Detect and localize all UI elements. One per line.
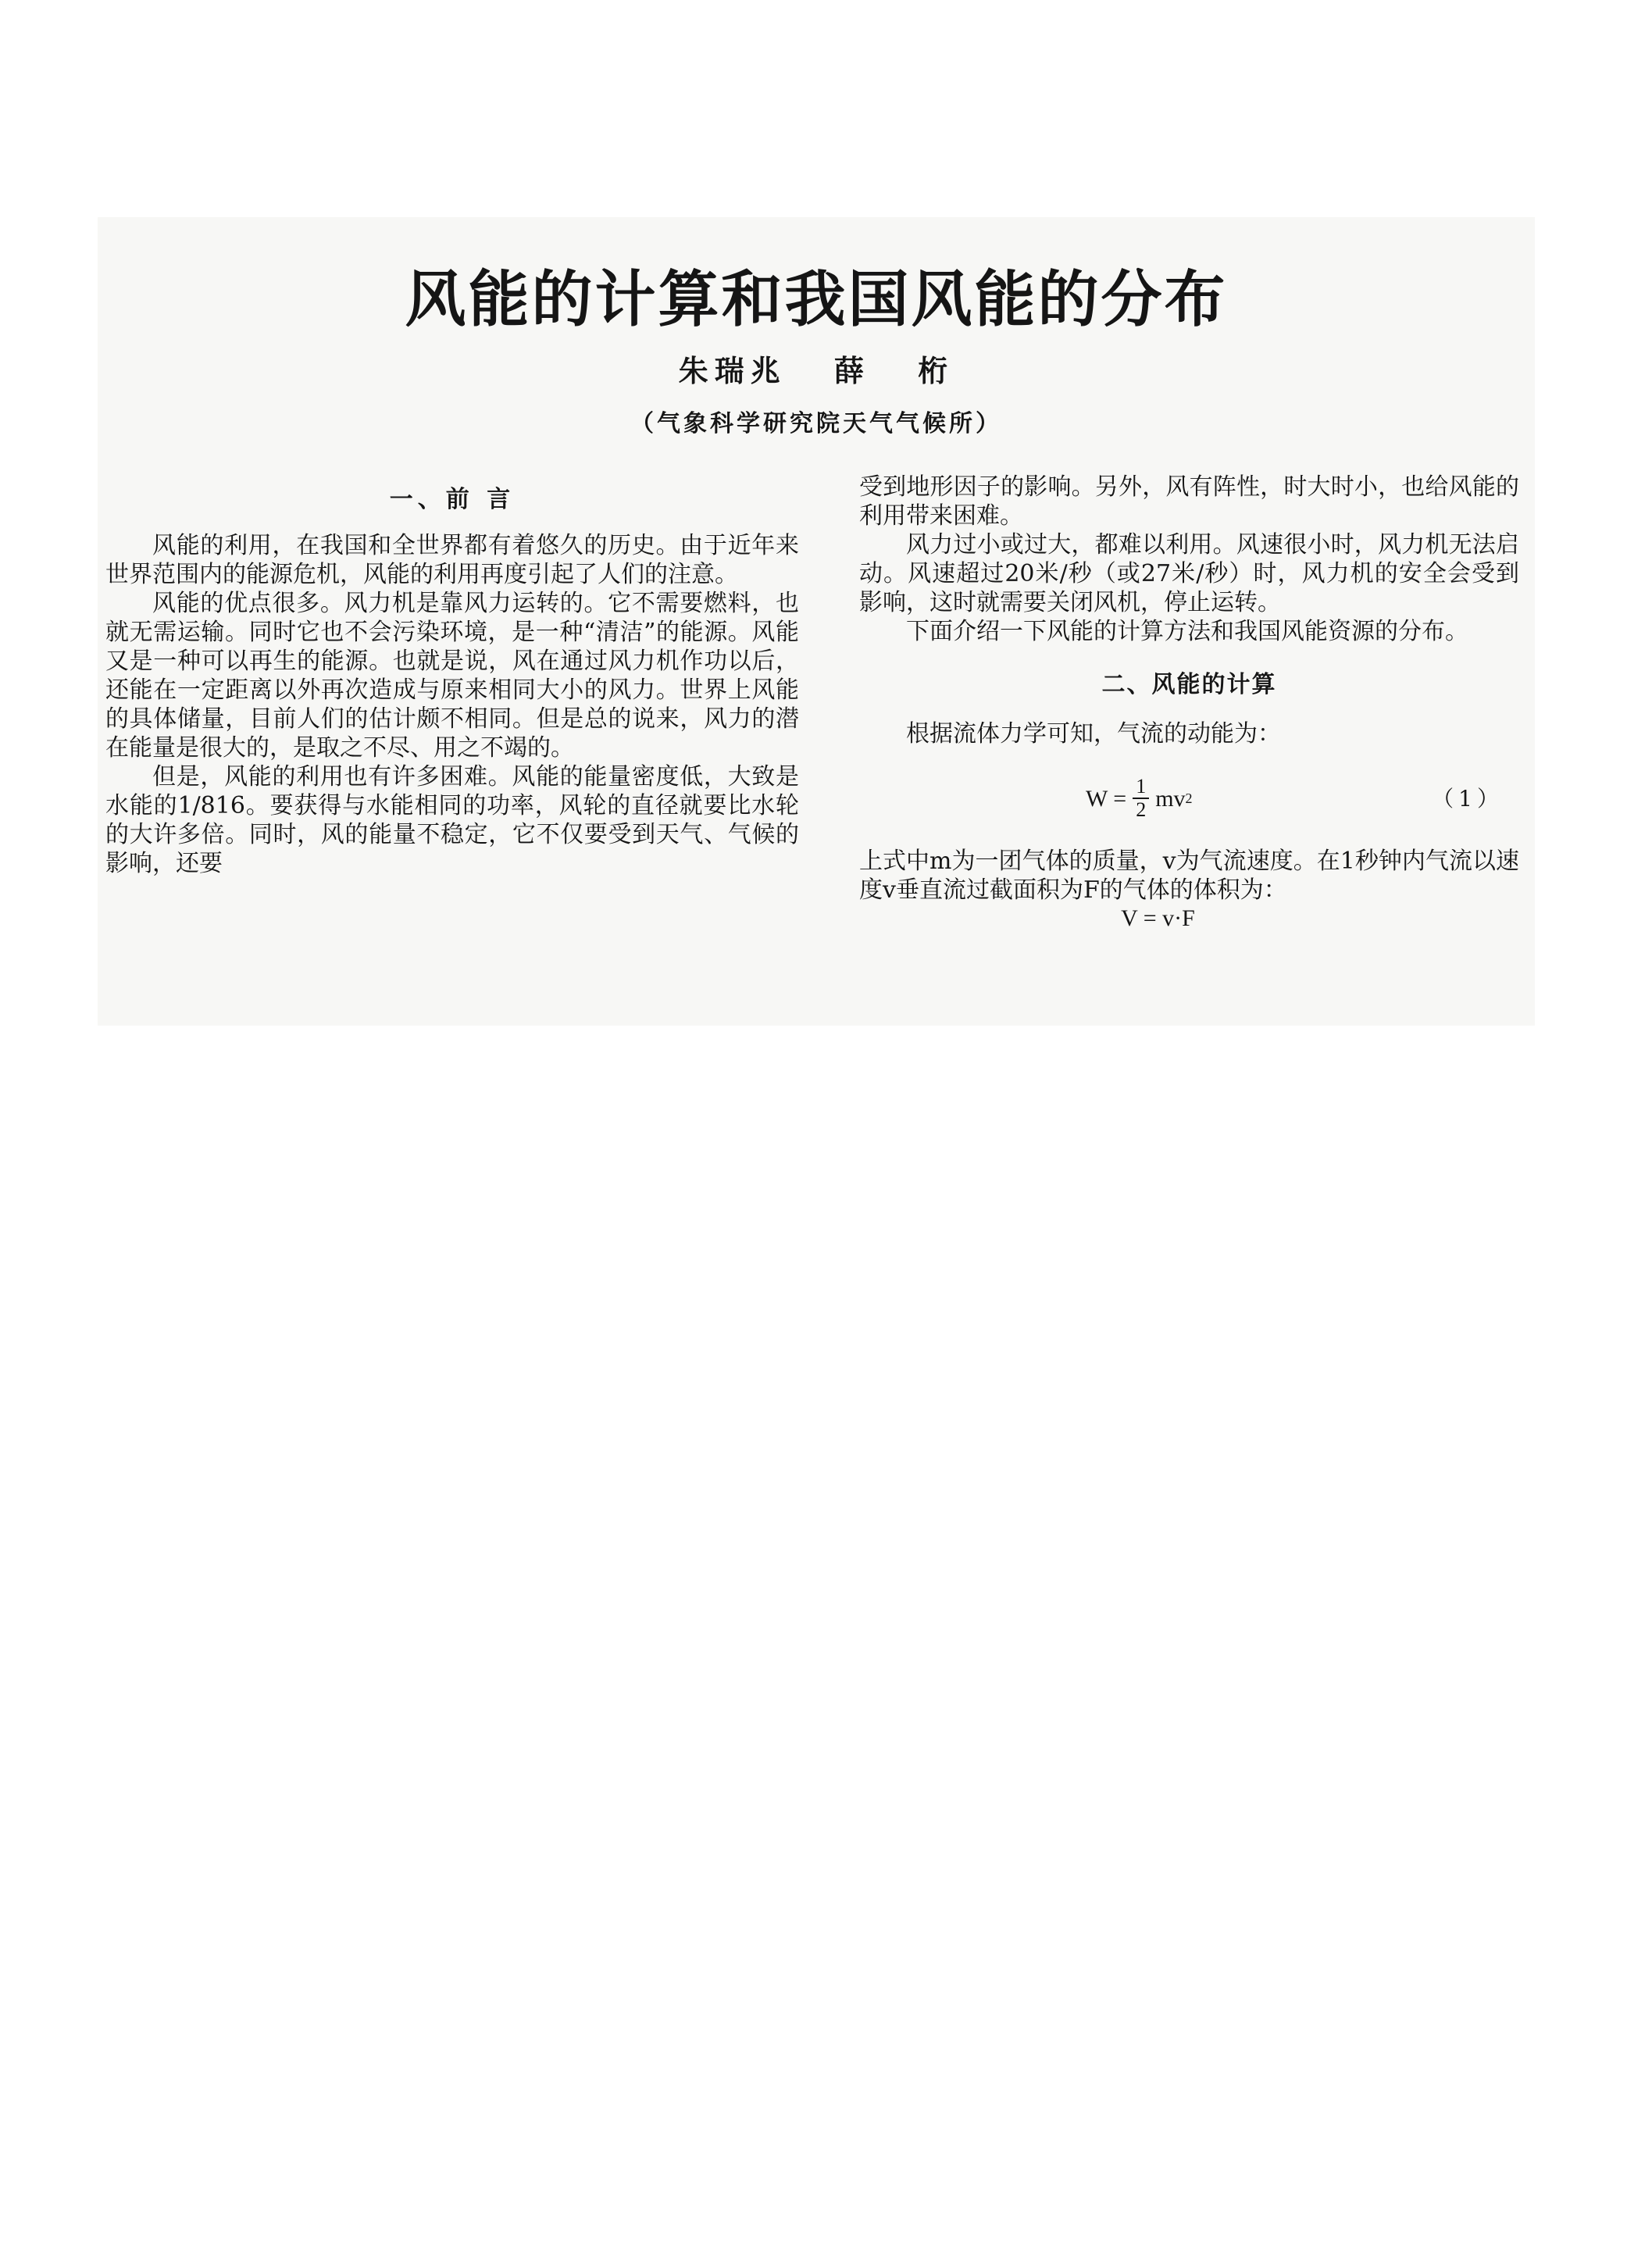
article-title: 风能的计算和我国风能的分布 (405, 265, 1228, 335)
paragraph: 风力过小或过大，都难以利用。风速很小时，风力机无法启动。风速超过20米/秒（或27米/秒）时，风力机的安全会受到影响，这时就需要关闭风机，停止运转。 (859, 531, 1519, 616)
section-heading-wind-energy-calculation: 二、风能的计算 (1101, 671, 1277, 698)
authors: 朱瑞兆 薛 桁 (678, 353, 954, 388)
fraction (1133, 776, 1149, 821)
fraction-denominator: 2 (1136, 798, 1147, 821)
affiliation: （气象科学研究院天气气候所） (630, 410, 1002, 437)
paragraph: 下面介绍一下风能的计算方法和我国风能资源的分布。 (906, 618, 1468, 645)
paragraph: 风能的利用，在我国和全世界都有着悠久的历史。由于近年来世界范围内的能源危机，风能的利用再度引起了人们的注意。 (105, 532, 799, 588)
section-heading-introduction: 一、前 言 (389, 486, 516, 513)
left-column (105, 484, 799, 878)
paragraph-continuation: 受到地形因子的影响。另外，风有阵性，时大时小，也给风能的利用带来困难。 (859, 473, 1519, 530)
equation-lhs: W = (1086, 785, 1127, 812)
right-column (859, 473, 1519, 933)
equation-number: （1） (1432, 785, 1504, 812)
equation-1 (859, 767, 1519, 830)
paragraph: 风能的优点很多。风力机是靠风力运转的。它不需要燃料，也就无需运输。同时它也不会污染环境，是一种“清洁”的能源。风能又是一种可以再生的能源。也就是说，风在通过风力机作功以后，还能在一定距离以外再次造成与原来相同大小的风力。世界上风能的具体储量，目前人们的估计颇不相同。但是总的说来，风力的潜在能量是很大的，是取之不尽、用之不竭的。 (105, 590, 799, 762)
equation-2: V = v·F (1121, 905, 1195, 931)
paragraph: 但是，风能的利用也有许多困难。风能的能量密度低，大致是水能的1/816。要获得与水能相同的功率，风轮的直径就要比水轮的大许多倍。同时，风的能量不稳定，它不仅要受到天气、气候的影响，还要 (105, 763, 799, 877)
fraction-numerator: 1 (1133, 776, 1149, 799)
paragraph: 上式中m为一团气体的质量，v为气流速度。在1秒钟内气流以速度v垂直流过截面积为F的气体的体积为： (859, 848, 1519, 904)
paragraph: 根据流体力学可知，气流的动能为： (906, 720, 1281, 748)
equation-expression (1086, 767, 1193, 830)
equation-rhs: mv (1155, 785, 1186, 812)
equation-exponent: 2 (1185, 790, 1193, 806)
